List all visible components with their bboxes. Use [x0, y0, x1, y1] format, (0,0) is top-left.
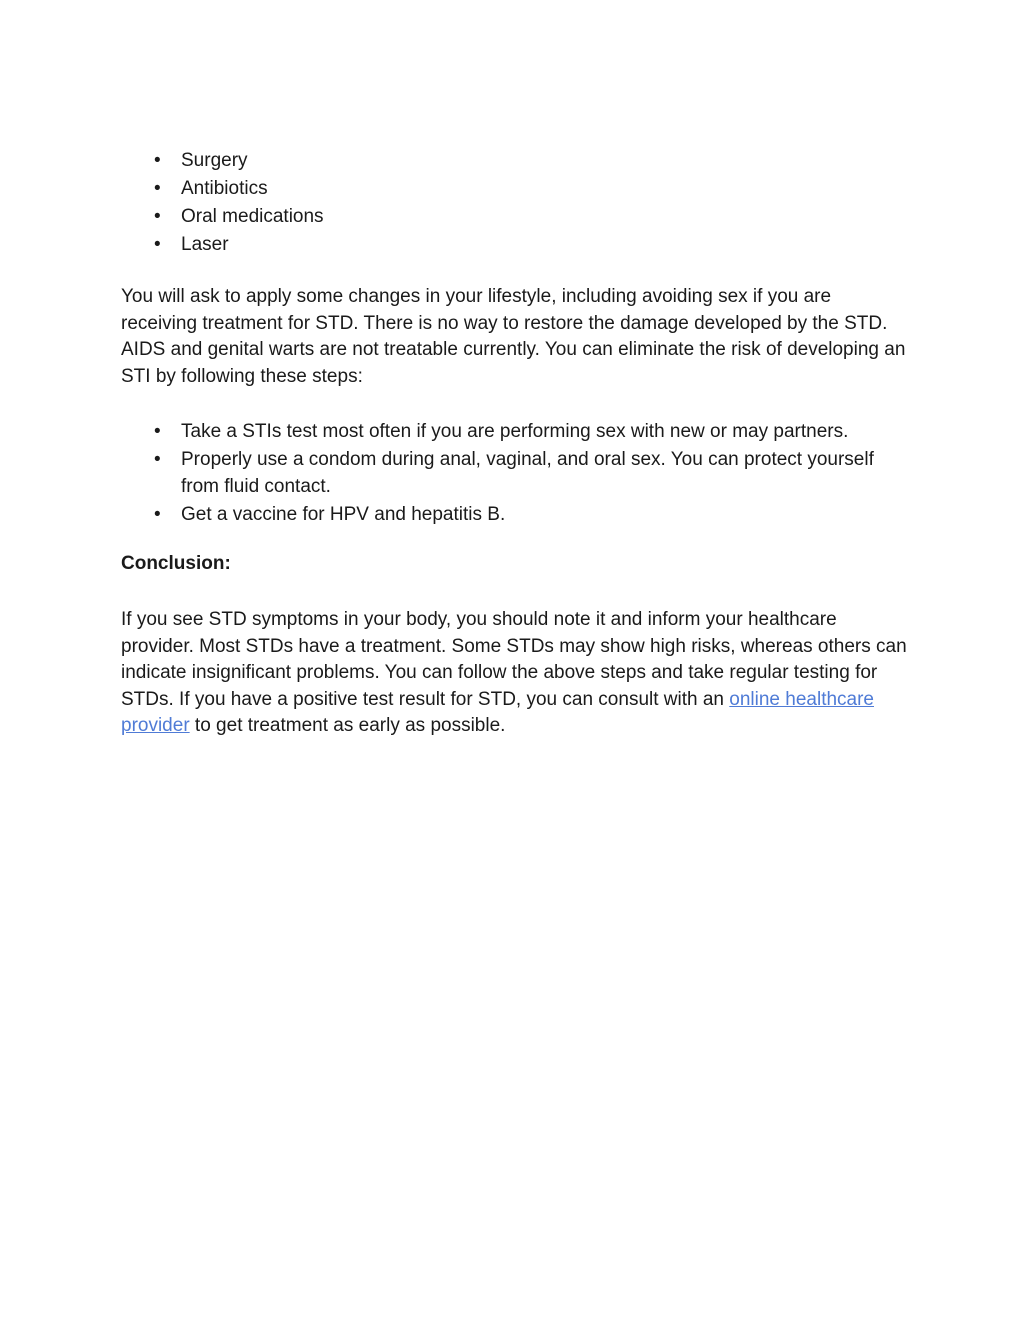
conclusion-paragraph [121, 607, 911, 740]
bullet-icon: • [154, 150, 161, 171]
bullet-icon: • [154, 421, 161, 442]
bullet-icon: • [154, 504, 161, 525]
prevention-steps-list [0, 418, 911, 529]
list-item [0, 175, 911, 203]
bullet-icon: • [154, 449, 161, 470]
list-item-text: Surgery [181, 150, 248, 171]
list-item [0, 501, 911, 528]
conclusion-text: If you see STD symptoms in your body, you should note it and inform your healthcare provider. Most STDs have a treatment. Some STDs may show high risks, whereas others can indicate insignificant problems. You can follow the above steps and take regular testing for STDs. If you have a positive test result for STD, you can consult with an [121, 609, 907, 710]
list-item-text: Oral medications [181, 206, 324, 227]
bullet-icon: • [154, 234, 161, 255]
list-item-text: Get a vaccine for HPV and hepatitis B. [181, 504, 506, 525]
list-item-text: Properly use a condom during anal, vaginal, and oral sex. You can protect yourself from fluid contact. [181, 449, 874, 497]
conclusion-heading: Conclusion: [121, 553, 231, 574]
list-item-text: Take a STIs test most often if you are performing sex with new or may partners. [181, 421, 849, 442]
treatment-list [0, 147, 911, 259]
lifestyle-paragraph: You will ask to apply some changes in your lifestyle, including avoiding sex if you are receiving treatment for STD. There is no way to restore the damage developed by the STD. AIDS and genital warts are not treatable currently. You can eliminate the risk of developing an STI by following these steps: [121, 286, 906, 387]
bullet-icon: • [154, 206, 161, 227]
list-item [0, 147, 911, 175]
list-item-text: Laser [181, 234, 229, 255]
online-healthcare-provider-link[interactable]: online healthcare provider [121, 688, 874, 736]
conclusion-text-end: to get treatment as early as possible. [189, 715, 506, 736]
list-item [0, 418, 911, 445]
bullet-icon: • [154, 178, 161, 199]
list-item [0, 203, 911, 231]
list-item [0, 231, 911, 259]
list-item [0, 446, 911, 500]
list-item-text: Antibiotics [181, 178, 268, 199]
